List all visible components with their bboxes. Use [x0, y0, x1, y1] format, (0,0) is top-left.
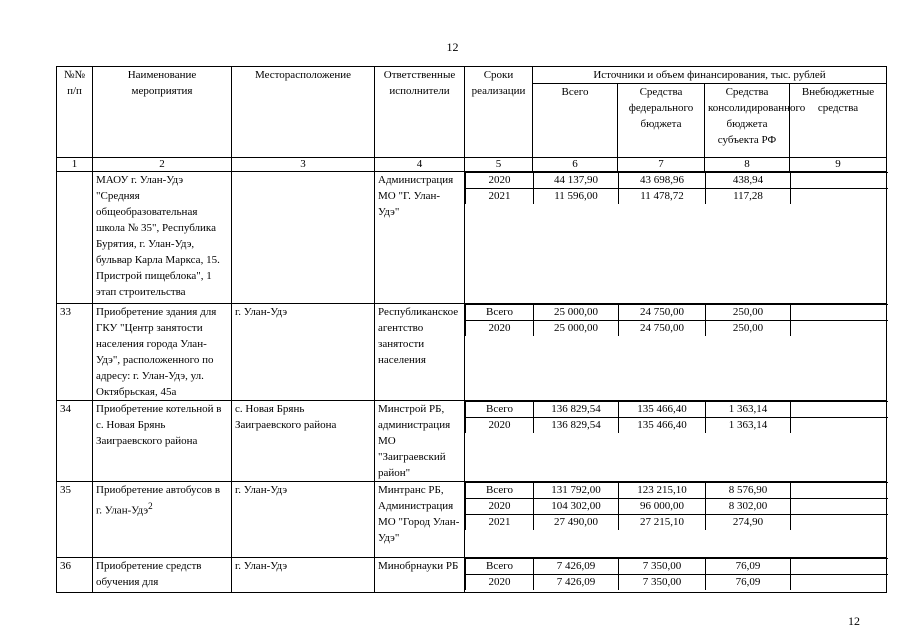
regional-cell: 1 363,14: [706, 402, 791, 418]
table-row: [57, 401, 887, 482]
row-name-text: Приобретение автобусов в г. Улан-Удэ: [96, 484, 221, 517]
row-responsible: Республиканское агентство занятости населения: [375, 304, 465, 401]
row-name-text: Приобретение средств обучения для: [96, 560, 202, 588]
period-cell: 2020: [466, 173, 534, 189]
federal-cell: 24 750,00: [619, 305, 706, 321]
financing-row: [466, 575, 888, 591]
column-number: 3: [232, 158, 375, 172]
row-number: 35: [57, 482, 93, 558]
extra-cell: [791, 418, 888, 434]
total-cell: 11 596,00: [534, 189, 619, 205]
row-name: [93, 172, 232, 304]
total-cell: 44 137,90: [534, 173, 619, 189]
regional-cell: 8 302,00: [706, 499, 791, 515]
extra-cell: [791, 483, 888, 499]
column-number: 6: [533, 158, 618, 172]
column-number: 7: [618, 158, 705, 172]
financing-subtable: [465, 482, 888, 530]
header-num: №№ п/п: [57, 67, 93, 158]
financing-subtable: [465, 558, 888, 590]
federal-cell: 7 350,00: [619, 559, 706, 575]
period-cell: Всего: [466, 559, 534, 575]
row-location: с. Новая Брянь Заиграевского района: [232, 401, 375, 482]
regional-cell: 117,28: [706, 189, 791, 205]
financing-block: [465, 172, 887, 304]
regional-cell: 250,00: [706, 305, 791, 321]
row-responsible: Минтранс РБ, Администрация МО "Город Улан-Удэ": [375, 482, 465, 558]
extra-cell: [791, 515, 888, 531]
financing-block: [465, 304, 887, 401]
extra-cell: [791, 559, 888, 575]
column-number: 8: [705, 158, 790, 172]
header-row: [57, 67, 887, 84]
row-name-text: Приобретение котельной в с. Новая Брянь Заиграевского района: [96, 403, 222, 447]
financing-row: [466, 418, 888, 434]
row-responsible: Администрация МО "Г. Улан-Удэ": [375, 172, 465, 304]
row-location: г. Улан-Удэ: [232, 482, 375, 558]
row-number: 33: [57, 304, 93, 401]
row-responsible: Минстрой РБ, администрация МО "Заиграевский район": [375, 401, 465, 482]
period-cell: 2020: [466, 499, 534, 515]
federal-cell: 123 215,10: [619, 483, 706, 499]
total-cell: 136 829,54: [534, 402, 619, 418]
financing-row: [466, 173, 888, 189]
table-row: [57, 482, 887, 558]
financing-block: [465, 401, 887, 482]
regional-cell: 274,90: [706, 515, 791, 531]
extra-cell: [791, 575, 888, 591]
regional-cell: 76,09: [706, 575, 791, 591]
header-sources: Источники и объем финансирования, тыс. рублей: [533, 67, 887, 84]
federal-cell: 24 750,00: [619, 321, 706, 337]
financing-row: [466, 305, 888, 321]
extra-cell: [791, 305, 888, 321]
column-number: 5: [465, 158, 533, 172]
period-cell: 2020: [466, 321, 534, 337]
row-number: [57, 172, 93, 304]
header-responsible: Ответственные исполнители: [375, 67, 465, 158]
period-cell: 2020: [466, 575, 534, 591]
regional-cell: 76,09: [706, 559, 791, 575]
federal-cell: 43 698,96: [619, 173, 706, 189]
column-number: 1: [57, 158, 93, 172]
financing-subtable: [465, 304, 888, 336]
footnote-marker: 2: [148, 501, 153, 511]
federal-cell: 27 215,10: [619, 515, 706, 531]
federal-cell: 11 478,72: [619, 189, 706, 205]
total-cell: 136 829,54: [534, 418, 619, 434]
extra-cell: [791, 499, 888, 515]
financing-row: [466, 483, 888, 499]
total-cell: 25 000,00: [534, 305, 619, 321]
extra-cell: [791, 321, 888, 337]
total-cell: 131 792,00: [534, 483, 619, 499]
federal-cell: 96 000,00: [619, 499, 706, 515]
extra-cell: [791, 189, 888, 205]
period-cell: Всего: [466, 305, 534, 321]
table-row: [57, 172, 887, 304]
row-name-text: МАОУ г. Улан-Удэ "Средняя общеобразовательная школа № 35", Республика Бурятия, г. Улан-Удэ, бульвар Карла Маркса, 15. Пристрой пищеблока", 1 этап строительства: [96, 174, 220, 298]
period-cell: Всего: [466, 483, 534, 499]
column-number: 2: [93, 158, 232, 172]
row-name: [93, 304, 232, 401]
header-location: Месторасположение: [232, 67, 375, 158]
total-cell: 25 000,00: [534, 321, 619, 337]
header-extra: Внебюджетные средства: [790, 84, 887, 158]
financing-row: [466, 321, 888, 337]
financing-row: [466, 515, 888, 531]
page-number-bottom: 12: [848, 614, 860, 628]
financing-row: [466, 559, 888, 575]
row-name: [93, 401, 232, 482]
period-cell: Всего: [466, 402, 534, 418]
financing-block: [465, 558, 887, 593]
row-responsible: Минобрнауки РБ: [375, 558, 465, 593]
extra-cell: [791, 173, 888, 189]
financing-subtable: [465, 172, 888, 204]
federal-cell: 7 350,00: [619, 575, 706, 591]
financing-row: [466, 499, 888, 515]
total-cell: 27 490,00: [534, 515, 619, 531]
header-total: Всего: [533, 84, 618, 158]
row-name: [93, 482, 232, 558]
row-name-text: Приобретение здания для ГКУ "Центр занятости населения города Улан-Удэ", расположенного по адресу: г. Улан-Удэ, ул. Октябрьская, 45а: [96, 306, 217, 398]
column-number: 4: [375, 158, 465, 172]
header-period: Сроки реализации: [465, 67, 533, 158]
financing-row: [466, 189, 888, 205]
total-cell: 7 426,09: [534, 559, 619, 575]
total-cell: 104 302,00: [534, 499, 619, 515]
total-cell: 7 426,09: [534, 575, 619, 591]
row-name: [93, 558, 232, 593]
header-name: Наименование мероприятия: [93, 67, 232, 158]
regional-cell: 8 576,90: [706, 483, 791, 499]
page-number-top: 12: [446, 40, 459, 54]
financing-block: [465, 482, 887, 558]
period-cell: 2021: [466, 515, 534, 531]
financing-table: [56, 66, 887, 593]
table-row: [57, 304, 887, 401]
column-number: 9: [790, 158, 887, 172]
header-regional: Средства консолидированного бюджета субъекта РФ: [705, 84, 790, 158]
period-cell: 2021: [466, 189, 534, 205]
regional-cell: 1 363,14: [706, 418, 791, 434]
row-number: 36: [57, 558, 93, 593]
federal-cell: 135 466,40: [619, 402, 706, 418]
table-row: [57, 558, 887, 593]
row-location: г. Улан-Удэ: [232, 304, 375, 401]
row-number: 34: [57, 401, 93, 482]
financing-subtable: [465, 401, 888, 433]
extra-cell: [791, 402, 888, 418]
row-location: [232, 172, 375, 304]
period-cell: 2020: [466, 418, 534, 434]
regional-cell: 438,94: [706, 173, 791, 189]
header-federal: Средства федерального бюджета: [618, 84, 705, 158]
federal-cell: 135 466,40: [619, 418, 706, 434]
financing-row: [466, 402, 888, 418]
table-body: [57, 172, 887, 593]
regional-cell: 250,00: [706, 321, 791, 337]
column-numbers-row: [57, 158, 887, 172]
row-location: г. Улан-Удэ: [232, 558, 375, 593]
